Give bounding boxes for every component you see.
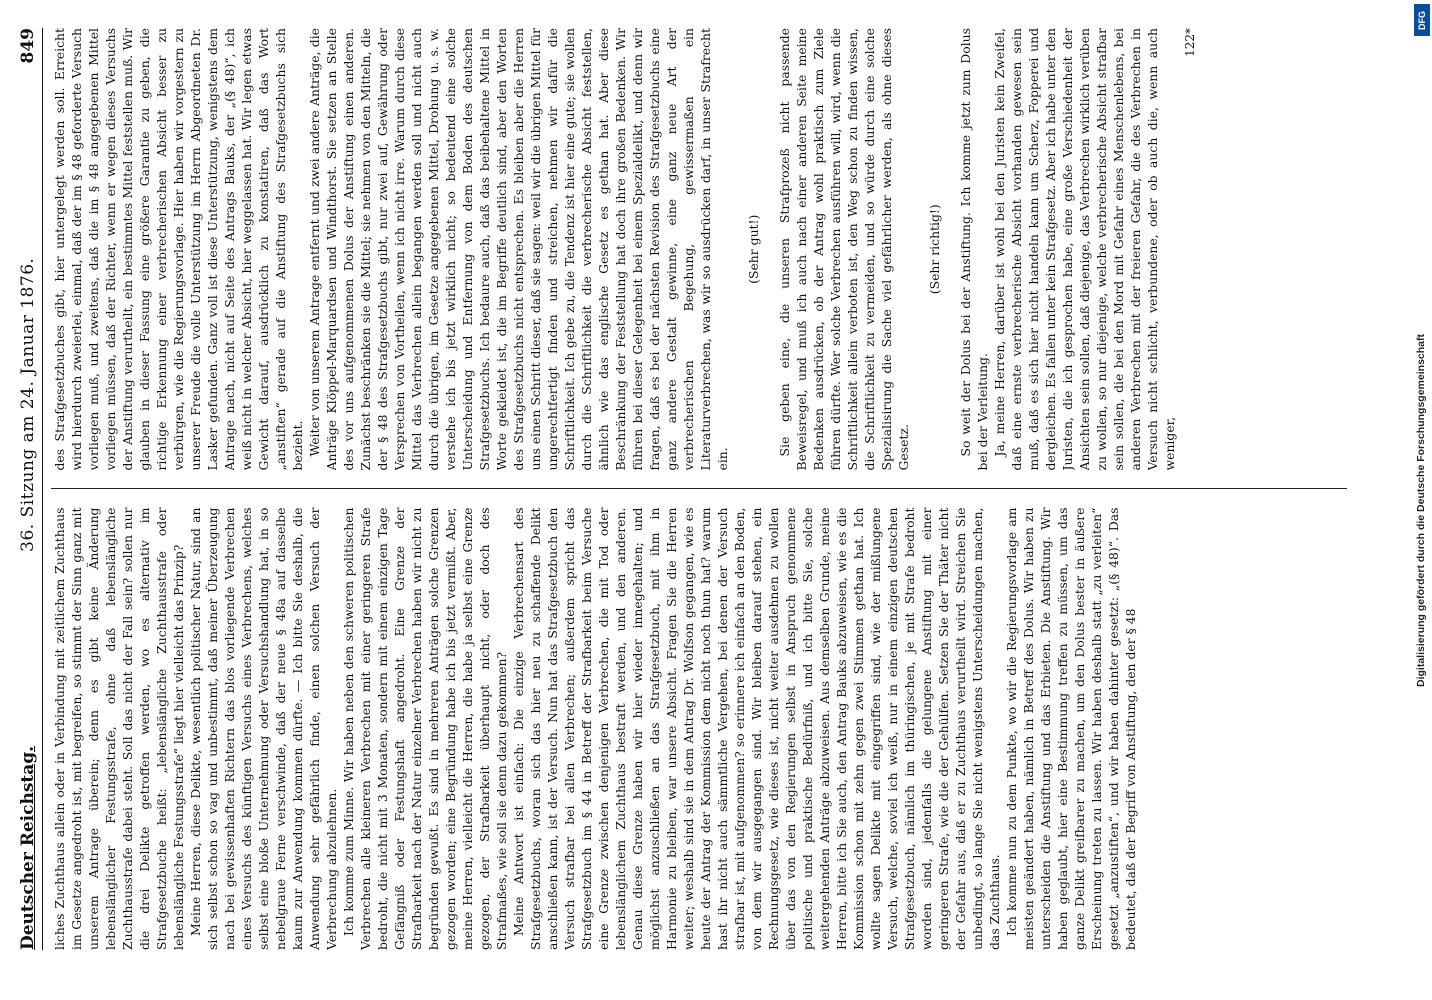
paragraph: Ja, meine Herren, darüber ist wohl bei den Juristen kein Zweifel, daß eine ernste verbrecherische Absicht vorhanden gewesen sein muß, daß es sich hier nicht handeln kann um Scherz, Fopperei und dergleichen. Es fallen unter kein Strafgesetz. Aber ich habe unter den Juristen, die ich gesprochen habe, eine große Verschiedenheit der Ansichten sein sollen, daß diejenige, das Verbrechen wirklich verüben zu wollen, so nur diejenige, welche verbrecherische Absicht strafbar sein sollen, die bei den Mord mit Gefahr eines Menschenlebens, bei anderen Verbrechen mit der freieren Gefahr, die des Verbrechen in Versuch nicht schlicht, verbundene, oder ob auch die, wenn auch weniger,	[992, 28, 1177, 471]
sheet-signature: 122*	[1183, 28, 1197, 57]
session-date: 36. Sitzung am 24. Januar 1876.	[18, 257, 38, 552]
page-number: 849	[18, 28, 38, 64]
paragraph: Weiter von unserem Antrage entfernt und zwei andere Anträge, die Anträge Klöppel-Marquardsen und Windthorst. Sie setzen an Stelle des vor uns aufgenommenen Dolus der Anstiftung einen anderen. Zunächst beschränken sie die Mittel; sie nehmen von den Mitteln, die der § 48 des Strafgesetzbuchs gibt, nur zwei auf, Gewährung oder Versprechen von Vortheilen, wenn ich nicht irre. Warum durch diese Mittel das Verbrechen allein begangen werden soll und nicht auch durch die übrigen, im Gesetze angegebenen Mittel, Drohung u. s. w. verstehe ich bis jetzt wirklich nicht; so bedeutend eine solche Unterscheidung und Entfernung von dem Boden des deutschen Strafgesetzbuchs. Ich bedaure auch, daß das beibehaltene Mittel in Worte gekleidet ist, die im Begriffe deutlich sind, aber den Worten des Strafgesetzbuchs nicht entsprechen. Es bleiben aber die Herren uns einen Schritt dieser, daß sie sagen: weil wir die übrigen Mittel für ungerechtfertigt finden und streichen, nehmen wir dafür die Schriftlichkeit. Ich gebe zu, die Tendenz ist hier eine gute; sie wollen durch die Schriftlichkeit die verbrecherische Absicht feststellen, ähnlich wie das englische Gesetz es gethan hat. Aber diese Beschränkung der Feststellung hat doch ihre großen Bedenken. Wir führen bei dieser Gelegenheit bei einem Spezialdelikt, und denn wir fragen, daß es bei der nächsten Revision des Strafgesetzbuchs eine ganz andere Gestalt gewinne, eine ganz neue Art der verbrecherischen Begehung, gewissermaßen ein Literaturverbrechen, was wir so ausdrücken darf, in unser Strafrecht ein.	[307, 28, 730, 471]
rotated-page	[4, 0, 1394, 990]
digitization-note	[1412, 40, 1430, 980]
column-divider	[51, 489, 1347, 490]
paragraph: Ich komme zum Minne. Wir haben neben den schweren politischen Verbrechen alle kleineren Verbrechen mit einer geringeren Strafe bedroht, die nicht mit 3 Monaten, sondern mit einem einzigen Tage Gefängniß oder Festungshaft angedroht. Eine Grenze der Strafbarkeit nach der Natur einzelner Verbrechen haben wir nicht zu begründen gewußt. Es sind in mehreren Anträgen solche Grenzen gezogen worden; eine Begründung habe ich bis jetzt vermißt. Aber, meine Herren, vielleicht die Herren, die habe ja selbst eine Grenze gezogen, der Strafbarkeit überhaupt nicht, oder doch des Strafmaßes, wie soll sie denn dazu gekommen?	[341, 507, 509, 950]
text-columns	[51, 28, 1347, 950]
paragraph: So weit der Dolus bei der Anstiftung. Ich komme jetzt zum Dolus bei der Verleitung.	[958, 28, 990, 471]
column-left	[51, 508, 1347, 951]
interjection: (Sehr gut!)	[746, 214, 761, 284]
paragraph: Ich komme nun zu dem Punkte, wo wir die Regierungsvorlage am meisten geändert haben, nämlich in Betreff des Dolus. Wir haben zu unterscheiden die Anstiftung und das Erbieten. Die Anstiftung. Wir haben geglaubt, hier eine Bestimmung treffen zu müssen, um das ganze Delikt greifbarer zu machen, um den Dolus bester in äußere Erscheinung treten zu lassen. Wir haben deshalb statt „zu verleiten“ gesetzt „anzustiften“, und wir haben dahinter gesetzt: „(§ 48)“. Das bedeutet, daß der Begriff von Anstiftung, den der § 48	[1004, 507, 1138, 950]
digitization-note-text: Digitalisierung gefördert durch die Deutsche Forschungsgemeinschaft	[1415, 333, 1427, 687]
paragraph: Meine Herren, diese Delikte, wesentlich politischer Natur, sind an sich selbst schon so vag und unbestimmt, daß meiner Überzeugung nach bei gewissenhaften Richtern das blos vorliegende Verbrechen eines Versuchs des künftigen Versuchs eines Verbrechens, welches selbst eine bloße Unternehmung oder Versuchshandlung hat, in so nebelgraue Ferne verschwinde, daß der neue § 48a auf dasselbe kaum zur Anwendung kommen dürfte. — Ich bitte Sie deshalb, die Anwendung sehr gefährlich finde, einen solchen Versuch der Verbrechung abzulehnen.	[188, 507, 339, 950]
paragraph: Sie geben eine, die unseren Strafprozeß nicht passende Beweisregel, und muß ich auch nach einer anderen Seite meine Bedenken ausdrücken, ob der Antrag wohl praktisch zum Ziele führen dürfte. Wer solche Verbrechen ausführen will, wird, wenn die Schriftlichkeit allein verboten ist, den Weg schon zu finden wissen, die Schriftlichkeit zu vermeiden, und so würde durch eine solche Spezialisirung die Sache viel gefährlicher werden, als ohne dieses Gesetz.	[777, 28, 911, 471]
paragraph: liches Zuchthaus allein oder in Verbindung mit zeitlichem Zuchthaus im Gesetze angedroht ist, mit begreifen, so stimmt der Sinn ganz mit unserem Antrage überein; denn es gibt keine Änderung lebenslänglicher Festungsstrafe, ohne daß lebenslängliche Zuchthausstrafe dabei steht. Soll das nicht der Fall sein? sollen nur die drei Delikte getroffen werden, wo es alternativ im Strafgesetzbuche heißt: „lebenslängliche Zuchthausstrafe oder lebenslängliche Festungsstrafe“ liegt hier vielleicht das Prinzip?	[52, 507, 186, 950]
publication-title: Deutscher Reichstag.	[18, 745, 38, 950]
interjection: (Sehr richtig!)	[927, 204, 942, 295]
page-header	[18, 28, 43, 950]
column-right	[51, 28, 1347, 471]
paragraph: Meine Antwort ist einfach: Die einzige Verbrechensart des Strafgesetzbuchs, woran sich das hier neu zu schaffende Delikt anschließen kann, ist der Versuch. Nun hat das Strafgesetzbuch den Versuch strafbar bei allen Verbrechen; außerdem spricht das Strafgesetzbuch im § 44 in Betreff der Strafbarkeit beim Versuche eine Grenze zwischen denjenigen Verbrechen, die mit Tod oder lebenslänglichem Zuchthaus bestraft werden, und den anderen. Genau diese Grenze haben wir hier wieder innegehalten; und möglichst anzuschließen an das Strafgesetzbuch, mit ihm in Harmonie zu bleiben, war unsere Absicht. Fragen Sie die Herren weiter; weshalb sind sie in dem Antrag Dr. Wolfson gegangen, wie es heute der Antrag der Kommission dem nicht noch thun hat? warum hast ihr nicht auch sämmtliche Vergehen, bei denen der Versuch strafbar ist, mit aufgenommen? so erinnere ich einfach an den Boden, von dem wir ausgegangen sind. Wir bleiben darauf stehen, ein Rechnungsgesetz, wie dieses ist, nicht weiter ausdehnen zu wollen über das von den Regierungen selbst in Anspruch genommene politische und praktische Bedürfniß, und ich bitte Sie, solche weitergehenden Anträge abzuweisen. Aus demselben Grunde, meine Herren, bitte ich Sie auch, den Antrag Bauks abzuweisen, wie es die Kommission schon mit zehn gegen zwei Stimmen gethan hat. Ich wollte sagen Delikte mit eingegriffen sind, wie der mißlungene Versuch, welche, soviel ich weiß, nur in einem einzigen deutschen Strafgesetzbuch, nämlich im thüringischen, je mit Strafe bedroht worden sind, jedenfalls die gelungene Anstiftung mit einer geringeren Strafe, wie die der Gehülfen. Setzen Sie der Thäter nicht der Gefahr aus, daß er zu Zuchthaus verurtheilt wird. Streichen Sie unbedingt, so lange Sie nicht wenigstens Unterscheidungen machen, das Zuchthaus.	[511, 507, 1002, 950]
dfg-logo: DFG	[1414, 4, 1430, 36]
paragraph: des Strafgesetzbuches gibt, hier untergelegt werden soll. Erreicht wird hierdurch zweierlei, einmal, daß der im § 48 geforderte Versuch vorliegen muß, und zweitens, daß die im § 48 angegebenen Mittel vorliegen müssen, daß der Richter, wenn er wegen dieses Versuchs der Anstiftung verurtheilt, ein bestimmtes Mittel feststellen muß. Wir glauben in dieser Fassung eine größere Garantie zu geben, die richtige Erkennung einer verbrecherischen Absicht besser zu verbürgen, wie die Regierungsvorlage. Hier haben wir vorgestern zu unserer Freude die volle Unterstützung im Herrn Abgeordneten Dr. Lasker gefunden. Ganz voll ist diese Unterstützung, wenigstens dem Antrage nach, nicht auf Seite des Antrags Bauks, der „(§ 48)“, ich weiß nicht in welcher Absicht, hier weggelassen hat. Wir legen etwas Gewicht darauf, ausdrücklich zu konstatiren, daß das Wort „anstiften“ gerade auf die Anstiftung des Strafgesetzbuchs sich bezieht.	[52, 28, 305, 471]
